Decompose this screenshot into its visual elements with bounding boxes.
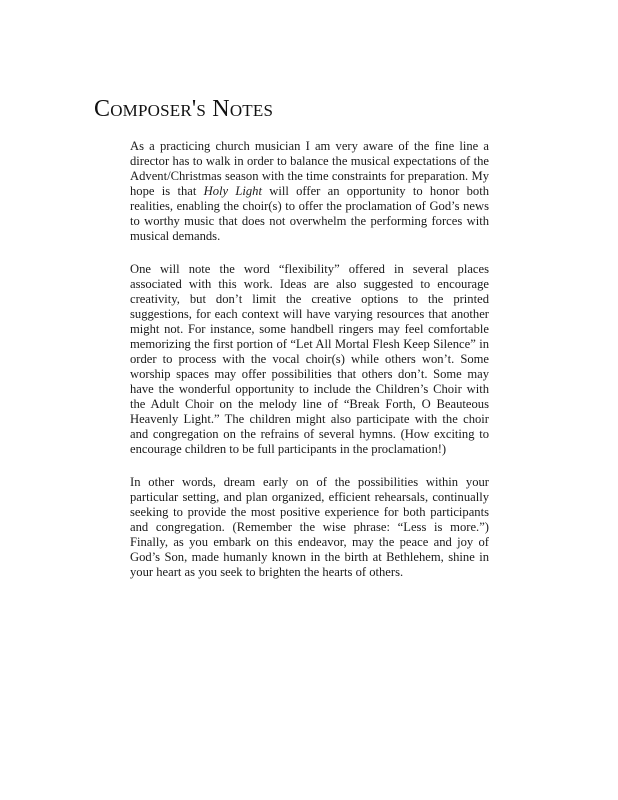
paragraph-2: One will note the word “flexibility” offered in several places associated with this work. Ideas are also suggested to encourage creativity, but don’t limit the creative options to the printed suggestions, for each context will have varying resources that another might not. For instance, some handbell ringers may feel comfortable memorizing the first portion of “Let All Mortal Flesh Keep Silence” in order to process with the vocal choir(s) while others won’t. Some worship spaces may offer possibilities that others don’t. Some may have the wonderful opportunity to include the Children’s Choir with the Adult Choir on the melody line of “Break Forth, O Beauteous Heavenly Light.” The children might also participate with the choir and congregation on the refrains of several hymns. (How exciting to encourage children to be full participants in the proclamation!) (130, 262, 489, 456)
paragraph-1-after: will offer an opportunity to honor both realities, enabling the choir(s) to offer the proclamation of God’s news to worthy music that does not overwhelm the performing forces with musical demands. (130, 184, 489, 243)
page-title: Composer's Notes (94, 96, 274, 122)
paragraph-1 (130, 139, 489, 244)
notes-body (130, 139, 489, 598)
work-title-italic: Holy Light (203, 184, 262, 198)
paragraph-1-before: As a practicing church musician I am very aware of the fine line a director has to walk in order to balance the musical expectations of the Advent/Christmas season with the time constraints for preparation. My hope is that (130, 139, 489, 198)
paragraph-3: In other words, dream early on of the possibilities within your particular setting, and plan organized, efficient rehearsals, continually seeking to provide the most positive experience for both participants and congregation. (Remember the wise phrase: “Less is more.”) Finally, as you embark on this endeavor, may the peace and joy of God’s Son, made humanly known in the birth at Bethlehem, shine in your heart as you seek to brighten the hearts of others. (130, 475, 489, 579)
